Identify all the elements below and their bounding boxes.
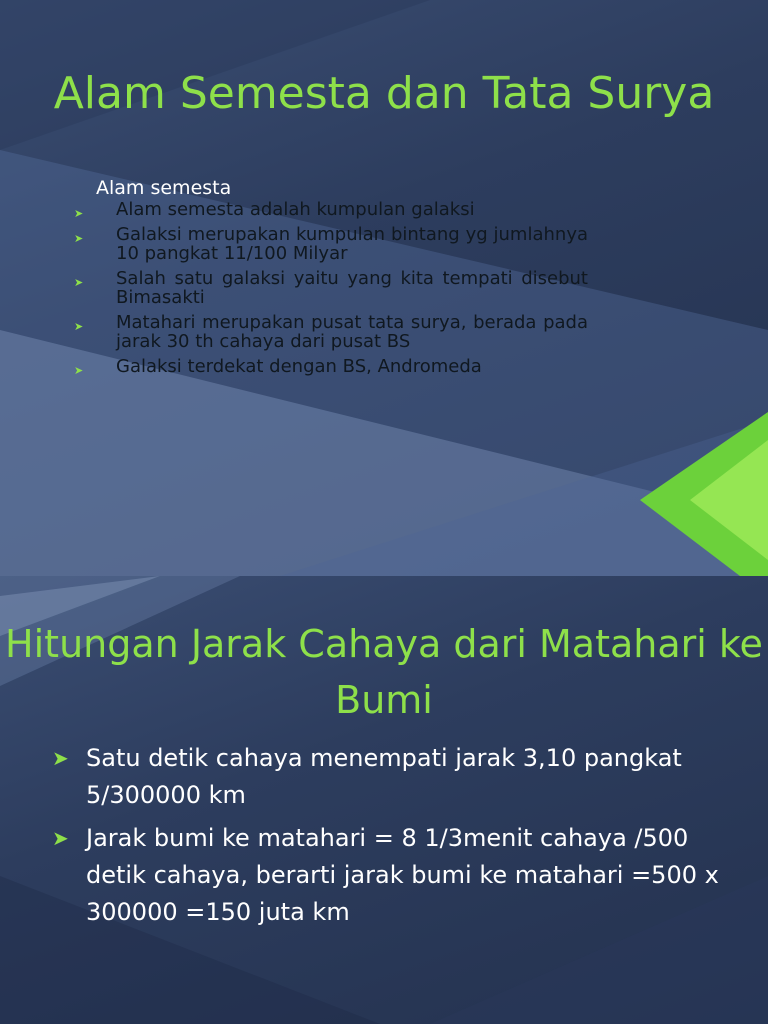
slide-2-bullet-list bbox=[52, 740, 742, 937]
arrow-bullet-icon: ➤ bbox=[52, 746, 69, 770]
list-item bbox=[72, 200, 588, 219]
list-item-text: Alam semesta adalah kumpulan galaksi bbox=[116, 199, 475, 220]
list-item bbox=[52, 740, 742, 814]
list-item-text: Salah satu galaksi yaitu yang kita tempati disebut Bimasakti bbox=[116, 268, 588, 308]
section-heading: Alam semesta bbox=[96, 177, 232, 199]
slide-2-title: Hitungan Jarak Cahaya dari Matahari ke Bumi bbox=[5, 622, 763, 722]
slide-1-bullet-list bbox=[72, 200, 588, 382]
list-item-text: Jarak bumi ke matahari = 8 1/3menit cahaya /500 detik cahaya, berarti jarak bumi ke matahari =500 x 300000 =150 juta km bbox=[86, 824, 719, 926]
list-item-text: Galaksi merupakan kumpulan bintang yg jumlahnya 10 pangkat 11/100 Milyar bbox=[116, 224, 588, 264]
arrow-bullet-icon: ➤ bbox=[74, 364, 84, 377]
list-item-text: Satu detik cahaya menempati jarak 3,10 pangkat 5/300000 km bbox=[86, 744, 682, 809]
list-item bbox=[52, 820, 742, 931]
list-item-text: Galaksi terdekat dengan BS, Andromeda bbox=[116, 356, 482, 377]
arrow-bullet-icon: ➤ bbox=[74, 207, 84, 220]
slide-1-title: Alam Semesta dan Tata Surya bbox=[53, 68, 715, 119]
list-item bbox=[72, 357, 588, 376]
list-item bbox=[72, 269, 588, 307]
list-item-text: Matahari merupakan pusat tata surya, berada pada jarak 30 th cahaya dari pusat BS bbox=[116, 312, 588, 352]
arrow-bullet-icon: ➤ bbox=[74, 276, 84, 289]
arrow-bullet-icon: ➤ bbox=[74, 320, 84, 333]
list-item bbox=[72, 225, 588, 263]
arrow-bullet-icon: ➤ bbox=[52, 826, 69, 850]
arrow-bullet-icon: ➤ bbox=[74, 232, 84, 245]
list-item bbox=[72, 313, 588, 351]
